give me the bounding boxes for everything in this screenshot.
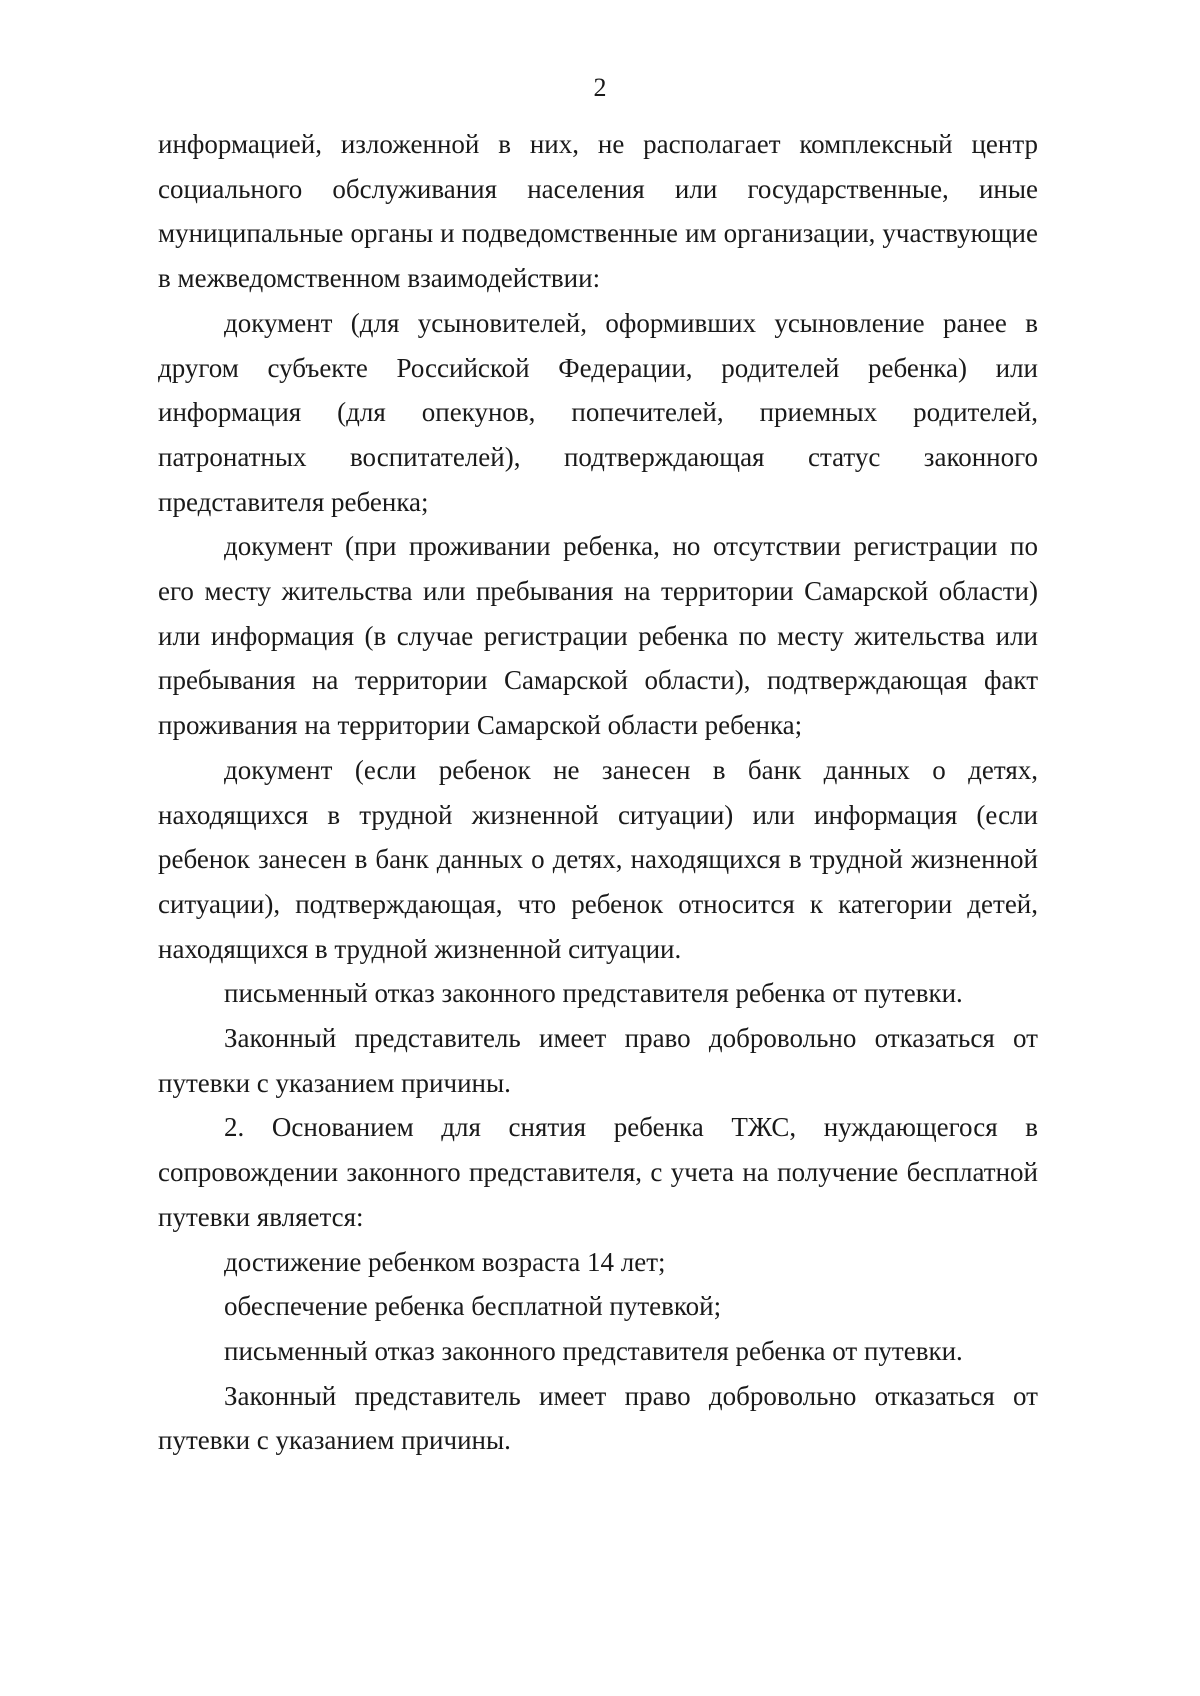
paragraph-age-14: достижение ребенком возраста 14 лет; xyxy=(224,1246,666,1277)
document-body xyxy=(158,122,1038,1463)
paragraph-written-refusal-2: письменный отказ законного представителя ребенка от путевки. xyxy=(224,1335,963,1366)
paragraph-difficult-situation-document: документ (если ребенок не занесен в банк данных о детях, находящихся в трудной жизненной ситуации) или информация (если ребенок занесен в банк данных о детях, находящихся в трудной жизненной ситуации), подтверждающая, что ребенок относится к категории детей, находящихся в трудной жизненной ситуации. xyxy=(158,754,1038,964)
paragraph-section-2-grounds: 2. Основанием для снятия ребенка ТЖС, нуждающегося в сопровождении законного представителя, с учета на получение бесплатной путевки является: xyxy=(158,1112,1038,1232)
paragraph-written-refusal: письменный отказ законного представителя ребенка от путевки. xyxy=(224,978,963,1009)
paragraph-residence-document: документ (при проживании ребенка, но отсутствии регистрации по его месту жительства или пребывания на территории Самарской области) или информация (в случае регистрации ребенка по месту жительства или пребывания на территории Самарской области), подтверждающая факт проживания на территории Самарской области ребенка; xyxy=(158,531,1038,741)
page-number: 2 xyxy=(593,73,607,102)
paragraph-guardian-status-document: документ (для усыновителей, оформивших усыновление ранее в другом субъекте Российской Федерации, родителей ребенка) или информация (для опекунов, попечителей, приемных родителей, патронатных воспитателей), подтверждающая статус законного представителя ребенка; xyxy=(158,307,1038,517)
paragraph-continuation: информацией, изложенной в них, не располагает комплексный центр социального обслуживания населения или государственные, иные муниципальные органы и подведомственные им организации, участвующие в межведомственном взаимодействии: xyxy=(158,129,1038,294)
paragraph-voluntary-refusal-right-2: Законный представитель имеет право добровольно отказаться от путевки с указанием причины. xyxy=(158,1380,1038,1456)
paragraph-voucher-provided: обеспечение ребенка бесплатной путевкой; xyxy=(224,1291,722,1322)
paragraph-voluntary-refusal-right: Законный представитель имеет право добровольно отказаться от путевки с указанием причины. xyxy=(158,1023,1038,1098)
